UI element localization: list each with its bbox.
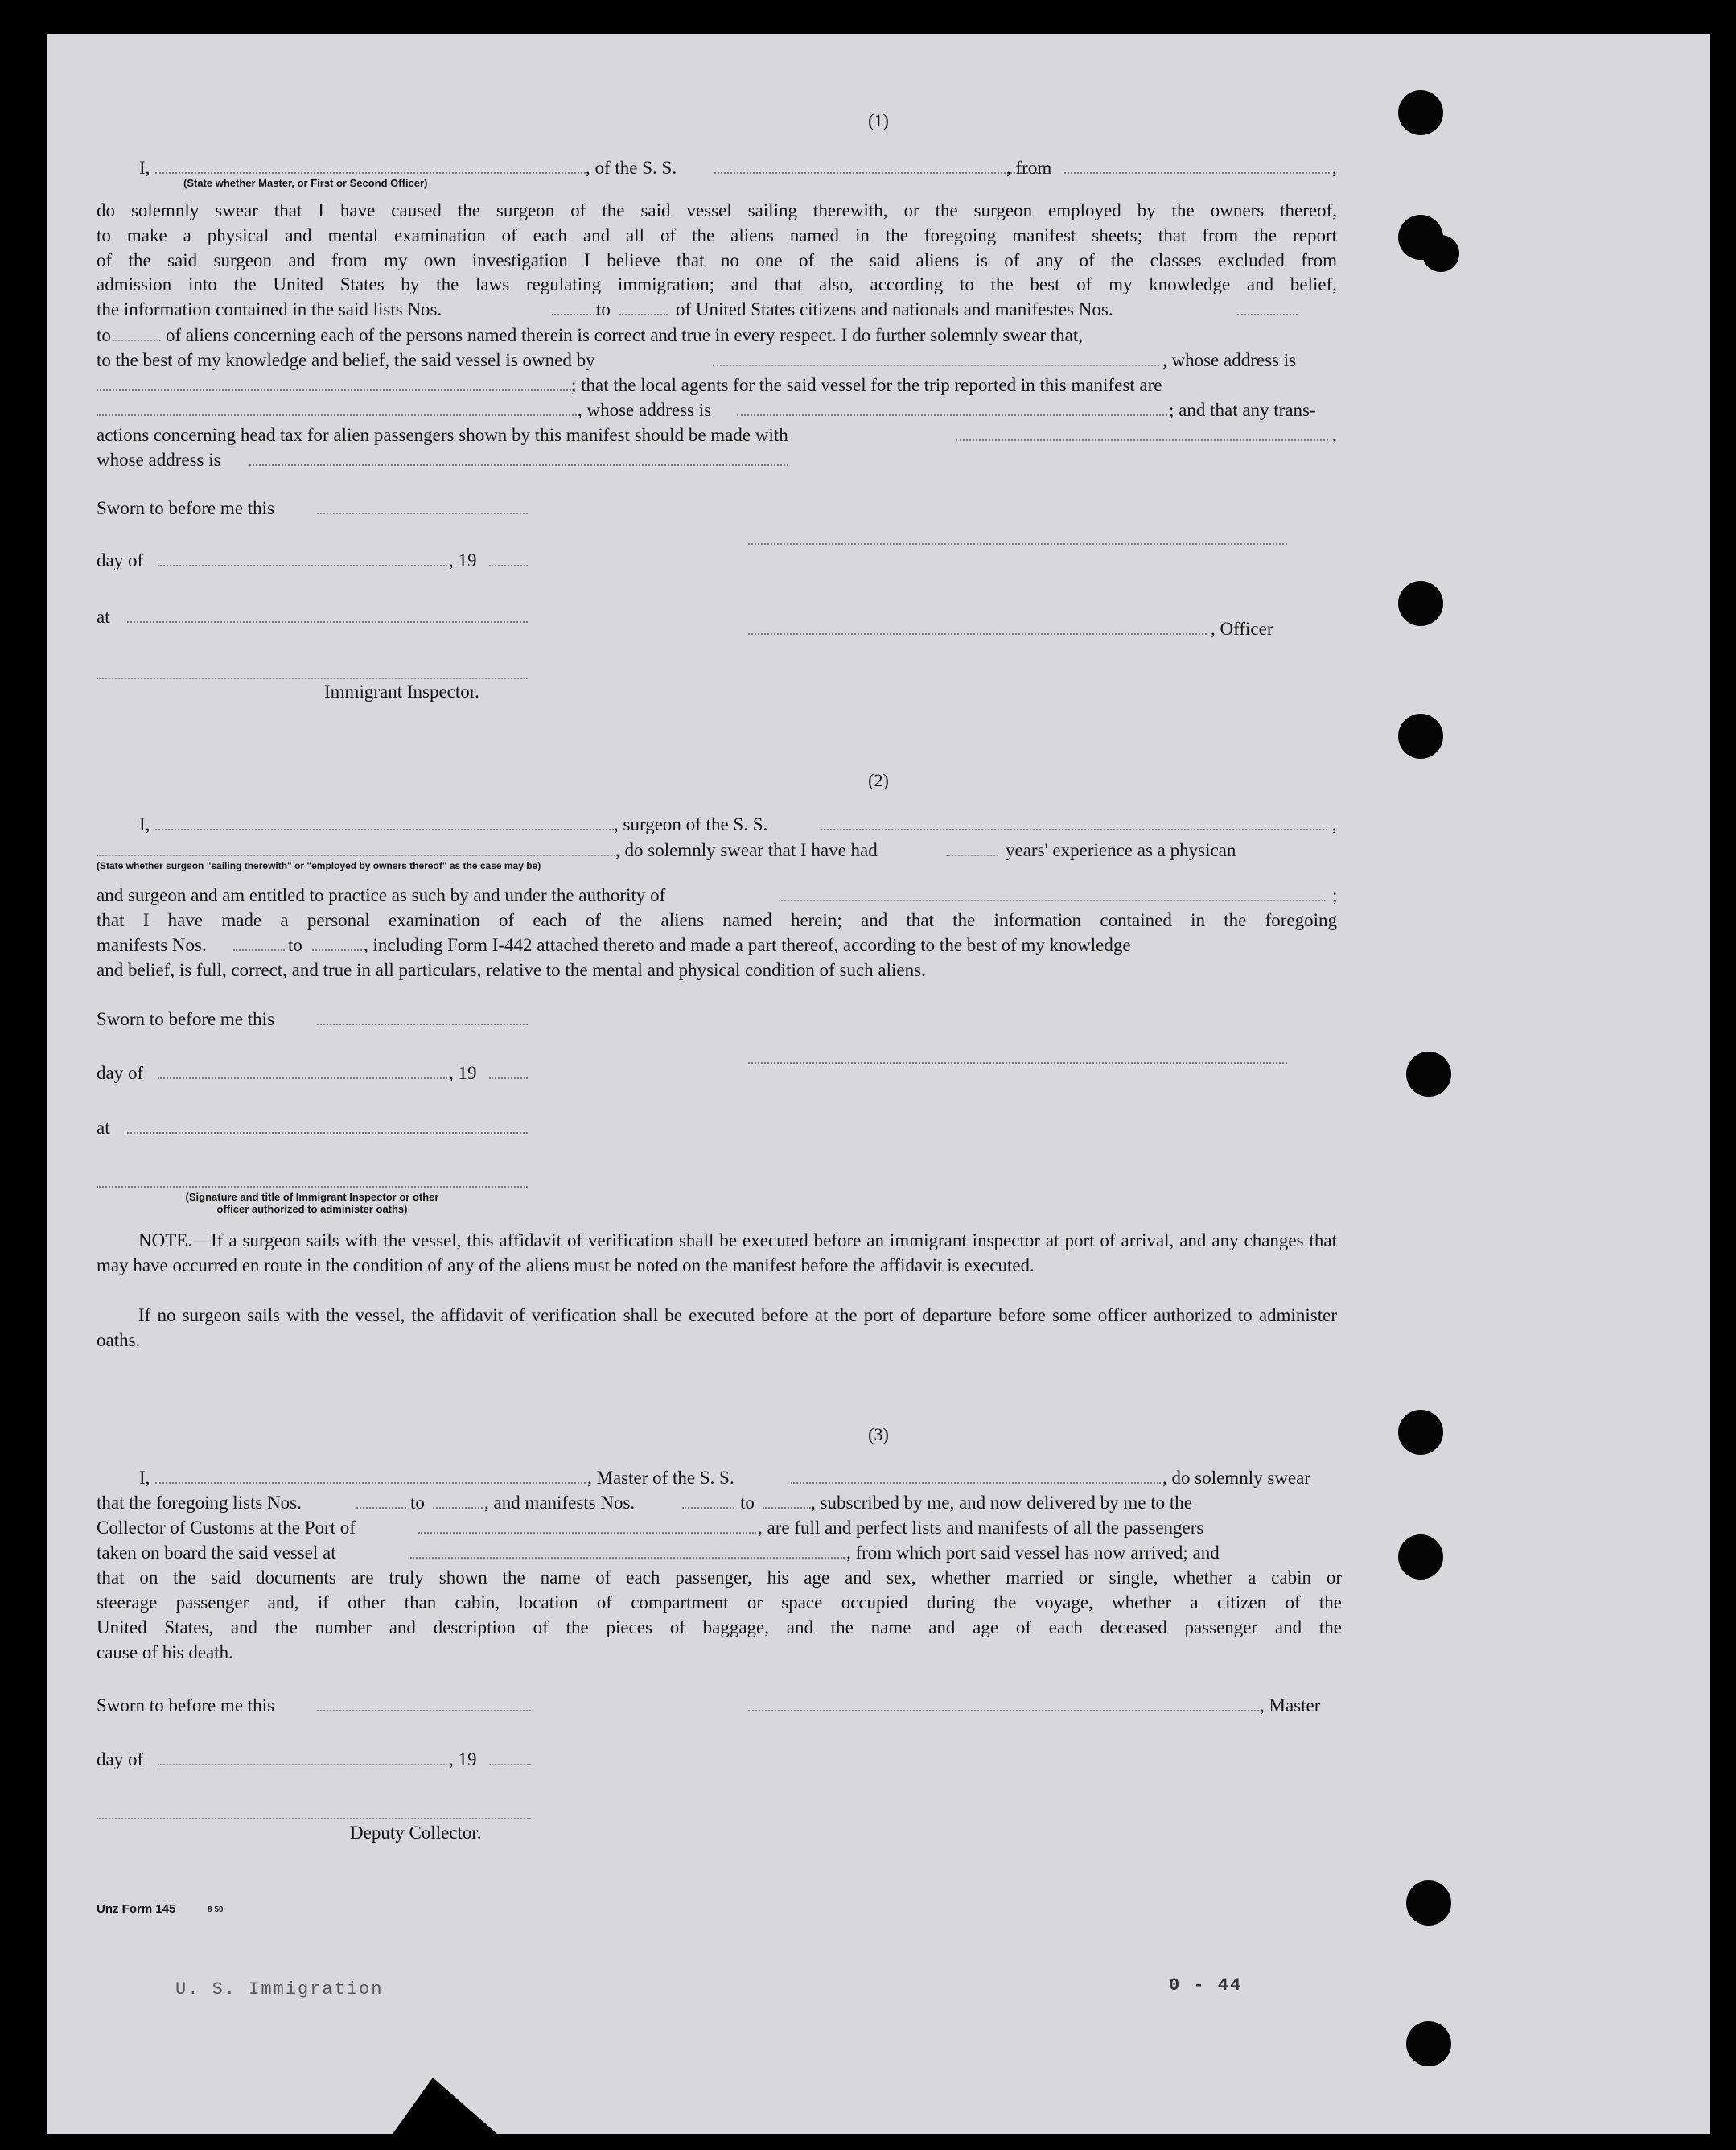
s1-at-label: at xyxy=(97,607,110,627)
punch-hole xyxy=(1406,1880,1451,1926)
s1-lists-from-field[interactable] xyxy=(552,314,600,315)
s3-death-text: cause of his death. xyxy=(97,1642,233,1662)
s1-agents-field[interactable] xyxy=(97,414,579,416)
s2-experience-label: years' experience as a physican xyxy=(1006,840,1236,860)
s3-day-label: day of xyxy=(97,1749,144,1769)
s3-collector-signature-field[interactable] xyxy=(97,1818,531,1819)
s1-tax-comma: , xyxy=(1332,425,1337,445)
s2-role-caption: (State whether surgeon "sailing therewith" or "employed by owners thereof" as the case may be) xyxy=(97,860,541,871)
s3-i-label: I, xyxy=(139,1468,150,1488)
s2-years-field[interactable] xyxy=(946,855,998,856)
s1-year-field[interactable] xyxy=(489,565,528,566)
s3-master-sig-label: , Master xyxy=(1260,1695,1321,1715)
s2-at-label: at xyxy=(97,1118,110,1138)
s3-year-field[interactable] xyxy=(489,1764,531,1765)
note-paragraph-1: NOTE.—If a surgeon sails with the vessel, this affidavit of verification shall be executed before an immigrant inspector at port of arrival, and any changes that may have occurred en route in the condition of any of the aliens must be noted on the manifest before the affidavit is executed. xyxy=(97,1230,1337,1275)
s3-collector-label: Deputy Collector. xyxy=(350,1823,482,1843)
s3-vessel-field[interactable] xyxy=(791,1482,1161,1484)
s1-owner-field[interactable] xyxy=(713,365,1159,366)
s1-i-label: I, xyxy=(139,158,150,178)
form-code: 8 50 xyxy=(208,1905,224,1914)
s3-manifests-to-label: to xyxy=(740,1493,755,1513)
s1-sworn-label: Sworn to before me this xyxy=(97,498,275,518)
s1-day-label: day of xyxy=(97,550,144,570)
s2-swear-label: , do solemnly swear that I have had xyxy=(615,840,878,860)
s2-manifests-from-field[interactable] xyxy=(233,949,285,951)
faint-stamp-right: 0 - 44 xyxy=(1169,1975,1243,1996)
s3-master-name-field[interactable] xyxy=(155,1482,586,1484)
s2-authority-field[interactable] xyxy=(779,900,1326,901)
s1-body-line: of the said surgeon and from my own investigation I believe that no one of the said aliens is of any of the classes excluded from xyxy=(97,249,1337,270)
s2-day-label: day of xyxy=(97,1063,144,1083)
s3-day-field[interactable] xyxy=(158,1764,447,1765)
s3-body-line: steerage passenger and, if other than cabin, location of compartment or space occupied during the voyage, whether a citizen of the xyxy=(97,1592,1342,1612)
s1-signature-field[interactable] xyxy=(748,543,1287,545)
s1-owned-label: to the best of my knowledge and belief, the said vessel is owned by xyxy=(97,350,595,370)
s1-agents-label: ; that the local agents for the said vessel for the trip reported in this manifest are xyxy=(571,375,1162,395)
s1-officer-label: , Officer xyxy=(1211,619,1273,639)
s3-port-label: Collector of Customs at the Port of xyxy=(97,1518,356,1538)
s3-year-label: , 19 xyxy=(449,1749,477,1769)
s3-body-line: United States, and the number and description of the pieces of baggage, and the name and age of each deceased passenger and the xyxy=(97,1617,1342,1637)
s3-lists-from-field[interactable] xyxy=(356,1507,406,1509)
s1-aliens-field[interactable] xyxy=(113,340,161,341)
s2-sig-caption-line: officer authorized to administer oaths) xyxy=(216,1203,408,1215)
s3-swear-label: , do solemnly swear xyxy=(1162,1468,1310,1488)
s2-at-field[interactable] xyxy=(127,1132,528,1134)
s2-sworn-label: Sworn to before me this xyxy=(97,1009,275,1029)
form-number: Unz Form 145 xyxy=(97,1902,176,1916)
s1-aliens-text: of aliens concerning each of the persons named therein is correct and true in every respect. I do further solemnly swear that, xyxy=(166,325,1083,345)
s2-surgeon-name-field[interactable] xyxy=(155,829,614,830)
s1-vessel-field[interactable] xyxy=(714,172,1044,174)
s1-trans-label: ; and that any trans- xyxy=(1169,400,1316,420)
s1-officer-name-field[interactable] xyxy=(155,172,586,174)
s1-aliens-to-label: to xyxy=(97,325,111,345)
s1-manifests-field[interactable] xyxy=(1237,314,1298,315)
s1-year-label: , 19 xyxy=(449,550,477,570)
s2-manifests-label: manifests Nos. xyxy=(97,935,207,955)
s3-arrived-text: , from which port said vessel has now arrived; and xyxy=(846,1542,1220,1563)
punch-hole xyxy=(1398,581,1443,626)
s3-lists-to-field[interactable] xyxy=(433,1507,483,1509)
s1-owner-address-field[interactable] xyxy=(97,389,571,391)
s2-authority-end: ; xyxy=(1332,885,1338,905)
faint-stamp-left: U. S. Immigration xyxy=(175,1979,384,2000)
s3-sworn-label: Sworn to before me this xyxy=(97,1695,275,1715)
s1-body-line: do solemnly swear that I have caused the surgeon of the said vessel sailing therewith, or the surgeon employed by the owners thereof, xyxy=(97,200,1337,220)
s2-year-label: , 19 xyxy=(449,1063,477,1083)
s2-authority-label: and surgeon and am entitled to practice as such by and under the authority of xyxy=(97,885,666,905)
s2-i-label: I, xyxy=(139,814,150,834)
s1-body xyxy=(97,199,1337,298)
s1-day-field[interactable] xyxy=(158,565,447,566)
s1-tax-field[interactable] xyxy=(956,439,1328,441)
s2-year-field[interactable] xyxy=(489,1077,528,1079)
s1-lists-to-label: to xyxy=(596,299,611,319)
s2-end-comma: , xyxy=(1332,814,1337,834)
s2-belief-text: and belief, is full, correct, and true in all particulars, relative to the mental and physical condition of such aliens. xyxy=(97,960,926,980)
s3-board-label: taken on board the said vessel at xyxy=(97,1542,336,1563)
s3-body xyxy=(97,1566,1342,1640)
s1-end-comma: , xyxy=(1332,158,1337,178)
s2-sworn-field[interactable] xyxy=(317,1024,528,1025)
s1-from-field[interactable] xyxy=(1064,172,1330,174)
s3-lists-label: that the foregoing lists Nos. xyxy=(97,1493,302,1513)
s1-body-line: admission into the United States by the laws regulating immigration; and that also, according to the best of my knowledge and belief, xyxy=(97,274,1337,295)
s3-sworn-field[interactable] xyxy=(317,1710,531,1711)
s1-inspector-signature-field[interactable] xyxy=(97,678,528,679)
s1-sworn-field[interactable] xyxy=(317,513,528,514)
s2-sig-caption-line: (Signature and title of Immigrant Inspector or other xyxy=(185,1191,439,1203)
s2-role-field[interactable] xyxy=(97,855,615,856)
s3-manifests-to-field[interactable] xyxy=(763,1507,811,1509)
punch-hole xyxy=(1398,714,1443,759)
s2-surgeon-label: , surgeon of the S. S. xyxy=(614,814,768,834)
section-3-number: (3) xyxy=(868,1424,889,1444)
form-page xyxy=(47,34,1710,2134)
s3-lists-text: , are full and perfect lists and manifests of all the passengers xyxy=(758,1518,1204,1538)
punch-hole xyxy=(1406,2021,1451,2066)
s2-examination-text: that I have made a personal examination of each of the aliens named herein; and that the information contained in the foregoing xyxy=(97,910,1337,930)
s3-board-field[interactable] xyxy=(410,1557,845,1559)
s2-signature-field[interactable] xyxy=(748,1062,1287,1064)
s3-master-label: , Master of the S. S. xyxy=(587,1468,734,1488)
s1-at-field[interactable] xyxy=(127,621,528,623)
s3-subscribed-text: , subscribed by me, and now delivered by me to the xyxy=(811,1493,1192,1513)
s1-of-ss-label: , of the S. S. xyxy=(586,158,677,178)
s2-inspector-signature-field[interactable] xyxy=(97,1186,528,1188)
s3-body-line: that on the said documents are truly shown the name of each passenger, his age and sex, whether married or single, whether a cabin or xyxy=(97,1567,1342,1588)
s1-agents-address-label: , whose address is xyxy=(578,400,712,420)
s1-tax-label: actions concerning head tax for alien passengers shown by this manifest should be made with xyxy=(97,425,788,445)
s1-officer-caption: (State whether Master, or First or Second Officer) xyxy=(183,177,428,189)
s2-manifests-to-field[interactable] xyxy=(312,949,362,951)
s1-owner-address-label: , whose address is xyxy=(1162,350,1297,370)
s1-tax-address-field[interactable] xyxy=(249,464,788,466)
s1-body-line: to make a physical and mental examination of each and all of the aliens named in the foregoing manifest sheets; that from the report xyxy=(97,224,1337,245)
s1-lists-to-field[interactable] xyxy=(619,314,668,315)
s1-inspector-label: Immigrant Inspector. xyxy=(324,682,479,702)
s3-manifests-from-field[interactable] xyxy=(682,1507,734,1509)
note-paragraph-2: If no surgeon sails with the vessel, the affidavit of verification shall be executed before at the port of departure before some officer authorized to administer oaths. xyxy=(97,1305,1337,1350)
s1-from-label: , from xyxy=(1006,158,1052,178)
s2-form-text: , including Form I-442 attached thereto and made a part thereof, according to the best of my knowledge xyxy=(364,935,1131,955)
section-1-number: (1) xyxy=(868,110,889,130)
punch-hole xyxy=(1422,235,1459,272)
punch-hole xyxy=(1398,1534,1443,1580)
s3-port-field[interactable] xyxy=(418,1532,756,1534)
s1-officer-field[interactable] xyxy=(748,633,1207,635)
s2-manifests-to-label: to xyxy=(288,935,302,955)
s1-lists-label: the information contained in the said lists Nos. xyxy=(97,299,442,319)
s1-citizens-label: of United States citizens and nationals and manifestes Nos. xyxy=(676,299,1113,319)
s3-master-signature-field[interactable] xyxy=(748,1710,1259,1711)
s3-lists-to-label: to xyxy=(410,1493,425,1513)
torn-edge xyxy=(393,2078,497,2134)
s3-manifests-label: , and manifests Nos. xyxy=(484,1493,636,1513)
s2-day-field[interactable] xyxy=(158,1077,447,1079)
s2-vessel-field[interactable] xyxy=(821,829,1327,830)
section-2-number: (2) xyxy=(868,770,889,790)
s1-agents-address-field[interactable] xyxy=(737,414,1167,416)
s2-sig-caption xyxy=(97,1191,528,1215)
s1-whose-address-label: whose address is xyxy=(97,450,221,470)
punch-hole xyxy=(1406,1052,1451,1097)
